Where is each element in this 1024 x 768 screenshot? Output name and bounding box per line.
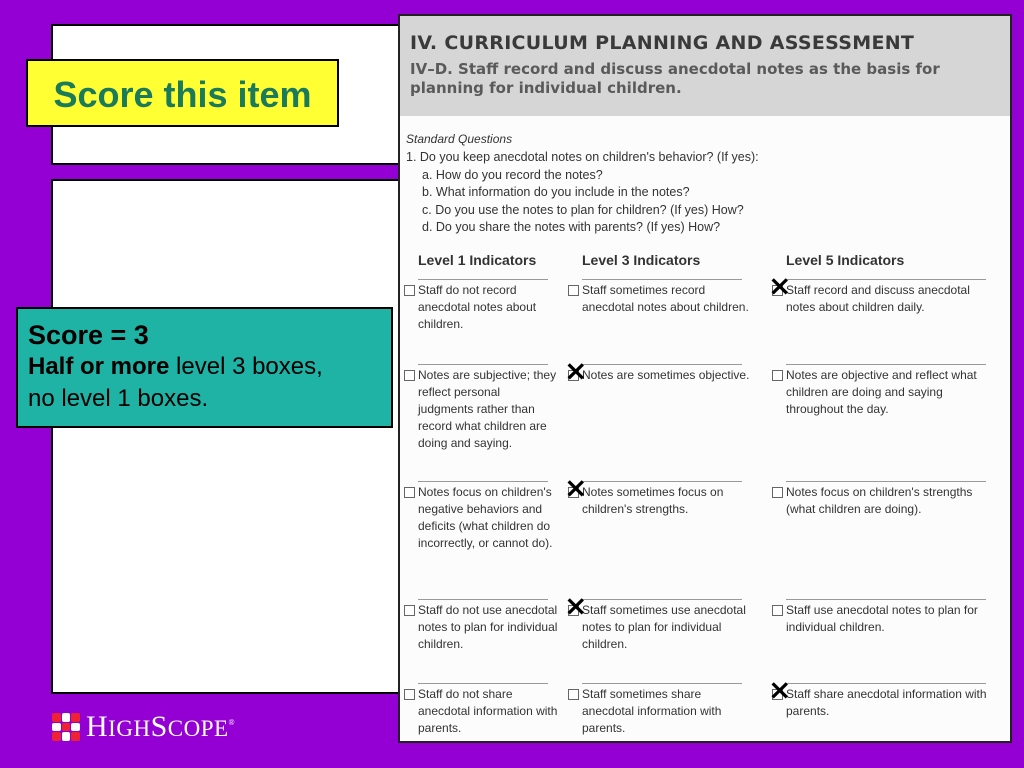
main-white-panel — [51, 179, 415, 694]
indicator-level3-row3: Notes sometimes focus on children's strengths. — [582, 485, 724, 516]
x-mark-icon: × — [564, 471, 588, 504]
x-mark-icon: × — [768, 269, 792, 302]
row-divider — [582, 481, 742, 482]
score-title: Score this item — [26, 59, 339, 127]
highscope-logo-text: HIGHSCOPE® — [86, 710, 236, 743]
indicator-checkbox[interactable] — [772, 605, 783, 616]
indicator-checkbox[interactable] — [404, 689, 415, 700]
row-divider — [582, 683, 742, 684]
indicator-level5-row2: Notes are objective and reflect what children are doing and saying throughout the day. — [786, 368, 977, 416]
highscope-logo — [52, 712, 235, 742]
indicator-level5-row1: Staff record and discuss anecdotal notes about children daily. — [786, 283, 970, 314]
document-title: IV. CURRICULUM PLANNING AND ASSESSMENT — [410, 32, 915, 54]
column-header-level5: Level 5 Indicators — [786, 252, 905, 268]
row-divider — [786, 279, 986, 280]
indicator-level1-row3: Notes focus on children's negative behaviors and deficits (what children do incorrectly, or cannot do). — [418, 485, 553, 550]
indicator-checkbox[interactable] — [772, 370, 783, 381]
row-divider — [786, 364, 986, 365]
indicator-checkbox[interactable] — [404, 605, 415, 616]
indicator-level3-row1: Staff sometimes record anecdotal notes about children. — [582, 283, 749, 314]
row-divider — [786, 683, 986, 684]
indicator-checkbox[interactable] — [772, 487, 783, 498]
indicator-level5-row5: Staff share anecdotal information with parents. — [786, 687, 987, 718]
indicator-checkbox[interactable] — [404, 285, 415, 296]
standard-questions-list — [406, 149, 759, 237]
score-rule-bold: Half or more — [28, 353, 170, 380]
score-rule-rest: level 3 boxes, — [169, 353, 323, 380]
indicator-level1-row2: Notes are subjective; they reflect personal judgments rather than record what children are doing and saying. — [418, 368, 557, 450]
indicator-checkbox[interactable] — [404, 487, 415, 498]
highscope-logo-icon — [52, 713, 80, 741]
indicator-checkbox[interactable] — [568, 285, 579, 296]
score-rule — [28, 351, 381, 383]
question-1b: b. What information do you include in the notes? — [422, 185, 690, 199]
column-header-level1: Level 1 Indicators — [418, 252, 537, 268]
row-divider — [582, 599, 742, 600]
question-1d: d. Do you share the notes with parents? (If yes) How? — [422, 220, 721, 234]
column-header-level3: Level 3 Indicators — [582, 252, 701, 268]
x-mark-icon: × — [564, 589, 588, 622]
question-1a: a. How do you record the notes? — [422, 167, 603, 182]
indicator-level3-row5: Staff sometimes share anecdotal information with parents. — [582, 687, 722, 735]
score-rule-line2: no level 1 boxes. — [28, 385, 209, 412]
score-box — [16, 307, 393, 428]
score-value: Score = 3 — [28, 320, 149, 350]
indicator-level3-row2: Notes are sometimes objective. — [582, 368, 750, 382]
x-mark-icon: × — [564, 354, 588, 387]
row-divider — [418, 683, 548, 684]
row-divider — [418, 481, 548, 482]
scanned-document — [398, 14, 1012, 743]
row-divider — [418, 364, 548, 365]
standard-questions-label: Standard Questions — [406, 132, 513, 146]
indicator-level1-row1: Staff do not record anecdotal notes about children. — [418, 283, 537, 331]
question-1c: c. Do you use the notes to plan for children? (If yes) How? — [422, 202, 744, 217]
indicator-level3-row4: Staff sometimes use anecdotal notes to plan for individual children. — [582, 603, 746, 651]
indicator-checkbox[interactable] — [404, 370, 415, 381]
document-subtitle: IV–D. Staff record and discuss anecdotal notes as the basis for planning for individual children. — [410, 60, 940, 97]
indicator-checkbox[interactable] — [568, 689, 579, 700]
indicator-level5-row4: Staff use anecdotal notes to plan for individual children. — [786, 603, 978, 634]
row-divider — [786, 599, 986, 600]
x-mark-icon: × — [768, 673, 792, 706]
row-divider — [786, 481, 986, 482]
question-1: 1. Do you keep anecdotal notes on children's behavior? (If yes): — [406, 150, 759, 164]
indicator-level5-row3: Notes focus on children's strengths (what children are doing). — [786, 485, 973, 516]
indicator-level1-row5: Staff do not share anecdotal information with parents. — [418, 687, 558, 735]
row-divider — [582, 364, 742, 365]
row-divider — [418, 279, 548, 280]
row-divider — [418, 599, 548, 600]
row-divider — [582, 279, 742, 280]
indicator-level1-row4: Staff do not use anecdotal notes to plan for individual children. — [418, 603, 558, 651]
